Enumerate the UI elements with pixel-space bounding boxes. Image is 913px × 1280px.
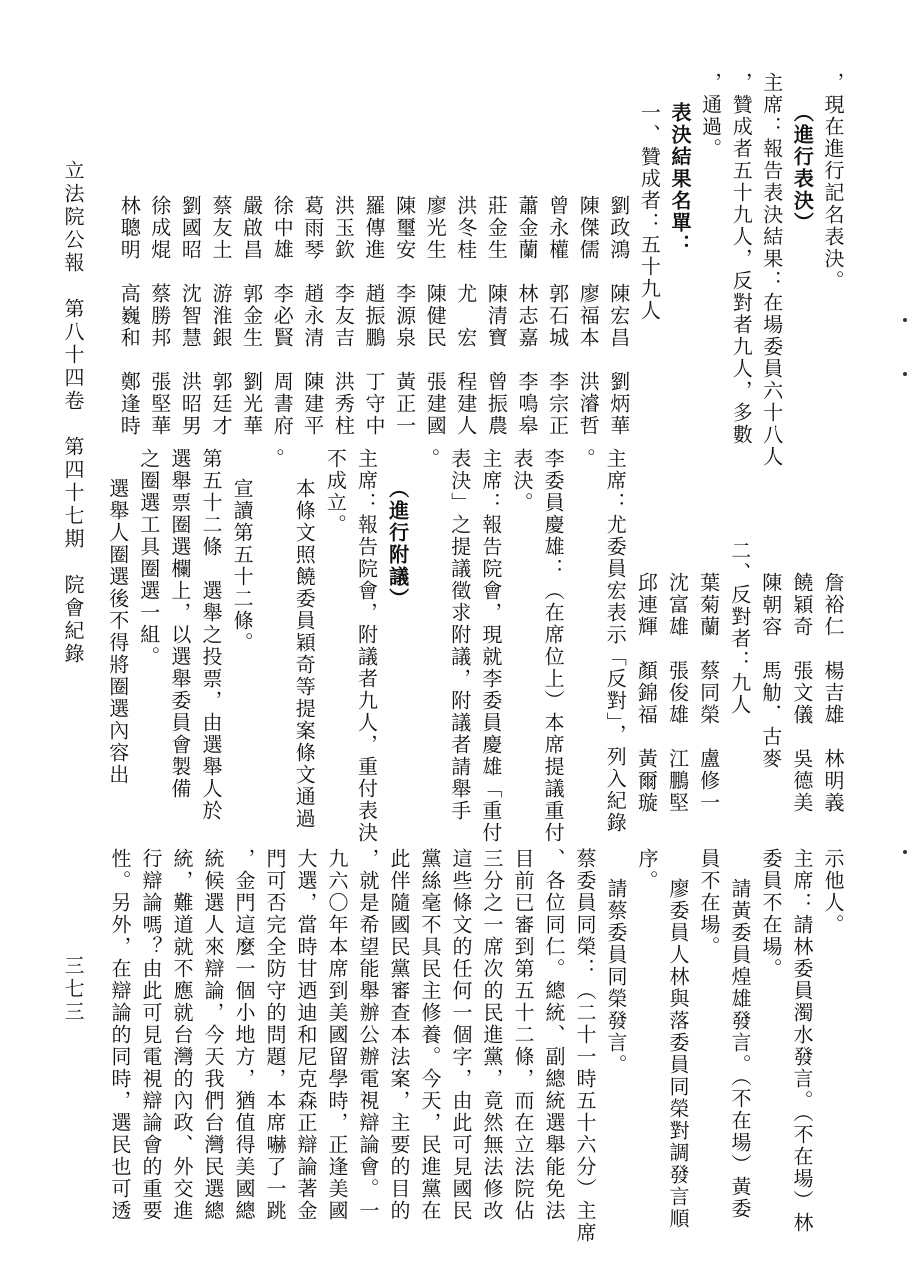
- text-column: 嚴啟昌 郭金生 劉光華: [239, 195, 264, 437]
- text-column: 邱連輝 顏錦福 黃爾璇: [634, 572, 659, 814]
- text-column: 統候選人來辯論，今天我們台灣民選總: [201, 848, 225, 1222]
- text-column: 表決結果名單：: [668, 102, 692, 256]
- scan-mark: [903, 318, 907, 322]
- text-column: 劉政鴻 陳宏昌 劉炳華: [606, 195, 631, 437]
- text-column: 廖委員人林與落委員同榮對調發言順: [666, 878, 690, 1230]
- text-column: 主席：請林委員濁水發言。（不在場）林: [790, 848, 814, 1234]
- text-column: 主席：尤委員宏表示「反對」，列入紀錄: [603, 448, 628, 834]
- footer-issue: 第四十七期: [61, 436, 85, 551]
- text-column: 一、贊成者：五十九人: [637, 102, 662, 322]
- text-column: 莊金生 陳清寶 曾振農: [484, 195, 509, 437]
- text-column: 劉國昭 沈智慧 洪昭男: [178, 195, 203, 437]
- text-column: 陳璽安 李源泉 黃正一: [392, 195, 417, 437]
- text-column: 宣讀第五十二條。: [230, 478, 255, 654]
- text-column: 請蔡委員同榮發言。: [604, 878, 628, 1076]
- text-column: 員不在場。: [697, 848, 721, 958]
- text-column: 林聰明 高巍和 鄭逢時: [117, 195, 142, 437]
- text-column: 之圈選工具圈選一組。: [136, 448, 161, 668]
- text-column: 主席：報告院會，附議者九人，重付表決: [354, 448, 379, 844]
- text-column: 詹裕仁 楊吉雄 林明義: [821, 572, 845, 814]
- text-column: 徐成焜 蔡勝邦 張堅華: [147, 195, 172, 437]
- footer-publication: 立法院公報: [61, 160, 85, 275]
- text-column: 。: [416, 448, 441, 470]
- text-column: （進行表決）: [790, 102, 815, 234]
- text-column: 不成立。: [323, 448, 348, 536]
- text-column: 曾永權 郭石城 李宗正: [545, 195, 570, 437]
- text-column: ，就是希望能舉辦公辦電視辯論會。一: [356, 848, 380, 1222]
- text-column: 主席：報告院會，現就李委員慶雄「重付: [478, 448, 503, 844]
- text-column: 選舉票圈選欄上，以選舉委員會製備: [167, 448, 192, 800]
- text-column: 黨絲毫不具民主修養。今天，民進黨在: [418, 848, 442, 1222]
- scan-mark: [903, 850, 907, 854]
- text-column: 陳傑儒 廖福本 洪濬哲: [576, 195, 601, 437]
- text-column: 、各位同仁。總統、副總統選舉能免法: [542, 848, 566, 1222]
- page-number: 三七三: [61, 955, 85, 1024]
- text-column: 性。另外，在辯論的同時，選民也可透: [108, 848, 132, 1222]
- text-column: 委員不在場。: [759, 848, 783, 980]
- scan-mark: [903, 372, 907, 376]
- text-column: 徐中雄 李必賢 周書府: [270, 195, 295, 437]
- text-column: 羅傳進 趙振鵬 丁守中: [362, 195, 386, 437]
- footer-volume: 第八十四卷: [61, 298, 85, 413]
- text-column: 蕭金蘭 林志嘉 李鳴皋: [515, 195, 539, 437]
- text-column: 廖光生 陳健民 張建國: [423, 195, 448, 437]
- text-column: ，通過。: [698, 72, 723, 160]
- text-column: 示他人。: [821, 848, 845, 936]
- text-column: 大選，當時甘迺迪和尼克森正辯論著金: [294, 848, 318, 1222]
- text-column: 第五十二條 選舉之投票，由選舉人於: [199, 448, 223, 822]
- text-column: 葉菊蘭 蔡同榮 盧修一: [696, 572, 721, 814]
- text-column: ，現在進行記名表決。: [821, 72, 845, 292]
- text-column: 本條文照饒委員穎奇等提案條文通過: [292, 478, 317, 830]
- text-column: 饒穎奇 張文儀 吳德美: [789, 572, 814, 814]
- text-column: 蔡委員同榮：（二十一時五十六分）主席: [573, 848, 597, 1244]
- text-column: 沈富雄 張俊雄 江鵬堅: [665, 572, 690, 814]
- text-column: 此伴隨國民黨審查本法案，主要的目的: [387, 848, 411, 1222]
- text-column: 表決」之提議徵求附議，附議者請舉手: [447, 448, 472, 822]
- text-column: ，金門這麼一個小地方，猶值得美國總: [232, 848, 256, 1222]
- text-column: 門可否完全防守的問題，本席嚇了一跳: [263, 848, 287, 1222]
- text-column: 選舉人圈選後不得將圈選內容出: [105, 478, 130, 786]
- text-column: ，贊成者五十九人，反對者九人，多數: [729, 72, 754, 446]
- text-column: 三分之一席次的民進黨，竟然無法修改: [480, 848, 504, 1222]
- text-column: 蔡友土 游淮銀 郭廷才: [209, 195, 233, 437]
- text-column: 葛雨琴 趙永清 陳建平: [300, 195, 325, 437]
- text-column: 二、反對者：九人: [727, 540, 752, 716]
- text-column: 這些條文的任何一個字，由此可見國民: [449, 848, 473, 1222]
- text-column: 陳朝容 馬觔．古麥: [758, 572, 783, 770]
- footer-section: 院會紀錄: [61, 574, 85, 666]
- text-column: 。: [572, 448, 597, 470]
- text-column: 表決。: [510, 448, 534, 514]
- text-column: 序。: [635, 848, 659, 892]
- text-column: 洪玉欽 李友吉 洪秀柱: [331, 195, 356, 437]
- text-column: 九六〇年本席到美國留學時，正逢美國: [325, 848, 349, 1222]
- text-column: 請黃委員煌雄發言。（不在場）黃委: [728, 878, 752, 1220]
- text-column: 。: [261, 448, 286, 470]
- text-column: （進行附議）: [385, 478, 410, 610]
- text-column: 洪冬桂 尤 宏 程建人: [453, 195, 478, 437]
- footer-line: [58, 160, 88, 666]
- text-column: 主席：報告表決結果：在場委員六十八人: [759, 72, 784, 468]
- text-column: 統，難道就不應就台灣的內政、外交進: [170, 848, 194, 1222]
- text-column: 李委員慶雄：（在席位上）本席提議重付: [541, 448, 566, 844]
- text-column: 目前已審到第五十二條，而在立法院佔: [511, 848, 535, 1222]
- text-column: 行辯論嗎？由此可見電視辯論會的重要: [139, 848, 163, 1222]
